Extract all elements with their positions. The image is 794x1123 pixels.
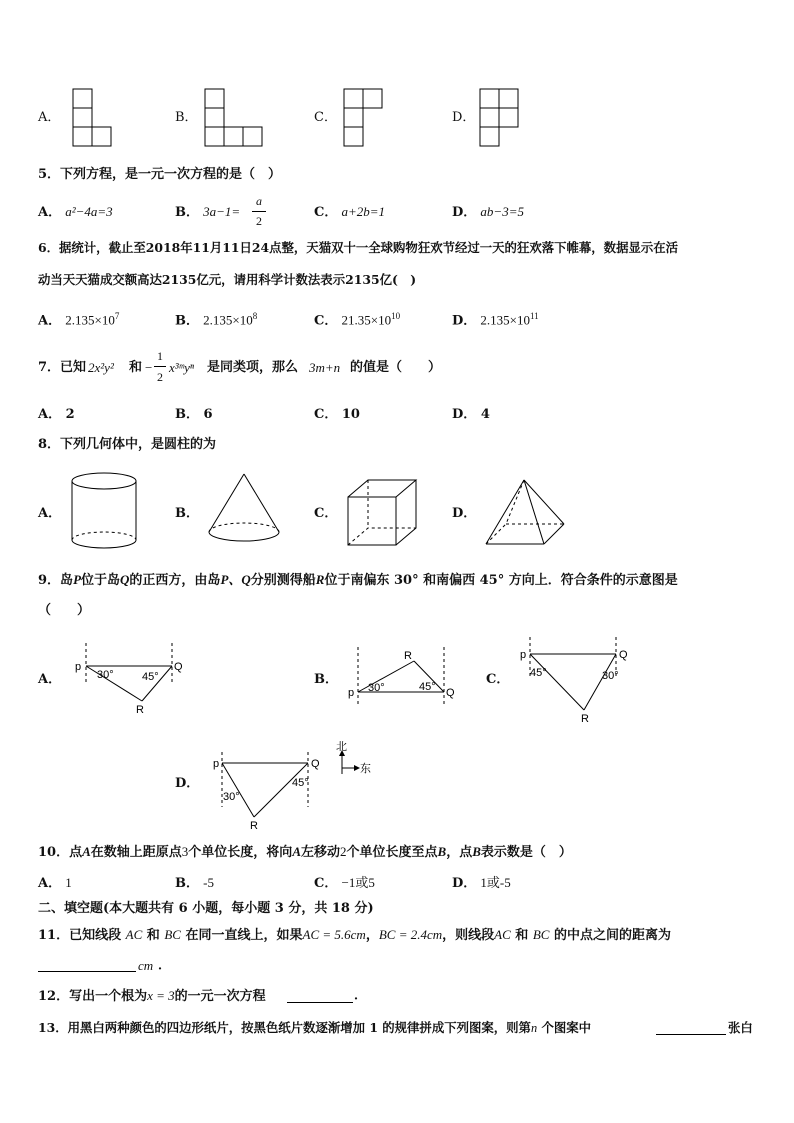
compass-east: 东: [360, 763, 371, 775]
q9a-45: 45°: [142, 671, 159, 683]
q13-stem: 13．用黑白两种颜色的四边形纸片，按黑色纸片数逐渐增加 1 的规律拼成下列图案，则第n 个图案中: [38, 1020, 592, 1035]
q5-stem: 5．下列方程，是一元一次方程的是（ ）: [38, 167, 282, 182]
q4-label-c: C．: [314, 110, 337, 125]
q9a-30: 30°: [97, 669, 114, 681]
q7-frac-num: 1: [157, 349, 163, 363]
q9c-r: R: [581, 713, 589, 725]
q12-answer-blank[interactable]: [287, 988, 353, 1003]
q7-term2: x³ᵐyⁿ: [169, 360, 194, 375]
q7-end: 的值是（ ）: [350, 360, 442, 375]
q6-line1: 6．据统计，截止至2018年11月11日24点整，天猫双十一全球购物狂欢节经过一天的狂欢落下帷幕，数据显示在活: [38, 240, 679, 255]
q10-option-b: B． -5: [175, 875, 214, 891]
q4-label-b: B．: [175, 110, 198, 125]
q6-option-a: A． $2.135\times 10^7$: [38, 311, 120, 329]
q9c-q: Q: [619, 649, 628, 661]
q8-stem: 8．下列几何体中，是圆柱的为: [38, 437, 217, 452]
q10-option-d: D． 1或-5: [452, 875, 511, 891]
q9a-q: Q: [174, 661, 183, 673]
q4-figure-a: [73, 89, 115, 149]
q9-diagram-b: [344, 647, 464, 712]
q9a-p: p: [75, 661, 82, 673]
q9-label-c: C．: [486, 672, 510, 687]
q7-and: 和: [129, 360, 143, 375]
q8-label-d: D．: [452, 506, 477, 521]
q4-label-d: D．: [452, 110, 476, 125]
q9b-r: R: [404, 650, 412, 662]
q7-num: 7．已知: [38, 360, 87, 375]
q7-option-d: D． 4: [452, 407, 490, 422]
q12-end: ．: [354, 988, 368, 1003]
q9b-30: 30°: [368, 682, 385, 694]
compass-north: 北: [336, 741, 347, 753]
q7-fraction-bar: [154, 366, 166, 367]
q8-label-a: A．: [38, 506, 62, 521]
q8-label-b: B．: [175, 506, 199, 521]
q7-option-a: A． 2: [38, 407, 75, 422]
q7-frac-den: 2: [157, 370, 163, 384]
q7-term1: 2x²y²: [88, 360, 114, 375]
q9d-q: Q: [311, 758, 320, 770]
q11-stem: 11．已知线段 AC 和 BC 在同一直线上，如果AC = 5.6cm，BC = 2.4cm，则线段AC 和 BC 的中点之间的距离为: [38, 927, 672, 943]
cylinder-figure: [70, 472, 140, 552]
q9-line1: 9．岛P位于岛Q的正西方，由岛P、Q分别测得船R位于南偏东 30° 和南偏西 45° 方向上．符合条件的示意图是: [38, 572, 678, 588]
q7-option-c: C． 10: [314, 407, 360, 422]
q9d-30: 30°: [223, 791, 240, 803]
q9-diagram-a: [72, 643, 192, 718]
q9d-45: 45°: [292, 777, 309, 789]
q9d-p: p: [213, 758, 220, 770]
q9-label-d: D．: [175, 776, 200, 791]
q4-figure-c: [344, 89, 386, 149]
q9-diagram-c: [516, 637, 636, 727]
q9c-30: 30°: [602, 670, 619, 682]
q5-option-b-den: 2: [256, 214, 262, 228]
q13-end: 张白: [728, 1020, 753, 1035]
q11-answer-blank[interactable]: [38, 957, 136, 972]
q8-label-c: C．: [314, 506, 338, 521]
q6-line2: 动当天天猫成交额高达2135亿元，请用科学计数法表示2135亿( ): [38, 272, 417, 287]
q6-option-d: D． $2.135\times 10^{11}$: [452, 311, 539, 329]
pyramid-figure: [486, 480, 566, 550]
section-2-heading: 二、填空题(本大题共有 6 小题，每小题 3 分，共 18 分): [38, 901, 374, 916]
q10-option-c: C． −1或5: [314, 875, 375, 891]
q9c-45: 45°: [530, 667, 547, 679]
q5-option-a: A． a²−4a=3: [38, 204, 113, 220]
cone-figure: [207, 474, 282, 546]
q9b-p: p: [348, 687, 355, 699]
cube-figure: [348, 480, 418, 550]
q5-option-c: C． a+2b=1: [314, 204, 386, 220]
q7-post: 是同类项，那么: [207, 360, 299, 375]
q5-option-b: B． 3a−1=: [175, 204, 241, 220]
q9d-r: R: [250, 820, 258, 832]
q9c-p: p: [520, 649, 527, 661]
compass-icon: [334, 740, 374, 780]
q4-figure-d: [480, 89, 522, 149]
q9-label-b: B．: [314, 672, 338, 687]
q11-dot: ．: [158, 958, 172, 973]
q11-unit: cm: [138, 958, 154, 973]
q4-label-a: A．: [38, 110, 61, 125]
q4-figure-b: [205, 89, 267, 149]
q12-stem: 12．写出一个根为x = 3的一元一次方程: [38, 988, 266, 1004]
q9a-r: R: [136, 704, 144, 716]
q7-option-b: B． 6: [175, 407, 213, 422]
q13-answer-blank[interactable]: [656, 1020, 726, 1035]
q9-diagram-d: [210, 752, 330, 832]
q10-stem: 10．点A在数轴上距原点3个单位长度，将向A左移动2个单位长度至点B，点B表示数是（ ）: [38, 844, 572, 860]
q5-option-d: D． ab−3=5: [452, 204, 524, 220]
q7-expr: 3m+n: [309, 360, 341, 375]
q9b-45: 45°: [419, 681, 436, 693]
q6-option-c: C． $21.35\times 10^{10}$: [314, 311, 401, 329]
q9-label-a: A．: [38, 672, 62, 687]
q10-option-a: A． 1: [38, 875, 72, 891]
q9-line2: （ ）: [38, 603, 91, 618]
q5-option-b-num: a: [256, 194, 262, 208]
q6-option-b: B． $2.135\times 10^8$: [175, 311, 258, 329]
q9b-q: Q: [446, 687, 455, 699]
q5-fraction-bar: [252, 211, 266, 212]
q7-neg: −: [145, 360, 153, 375]
